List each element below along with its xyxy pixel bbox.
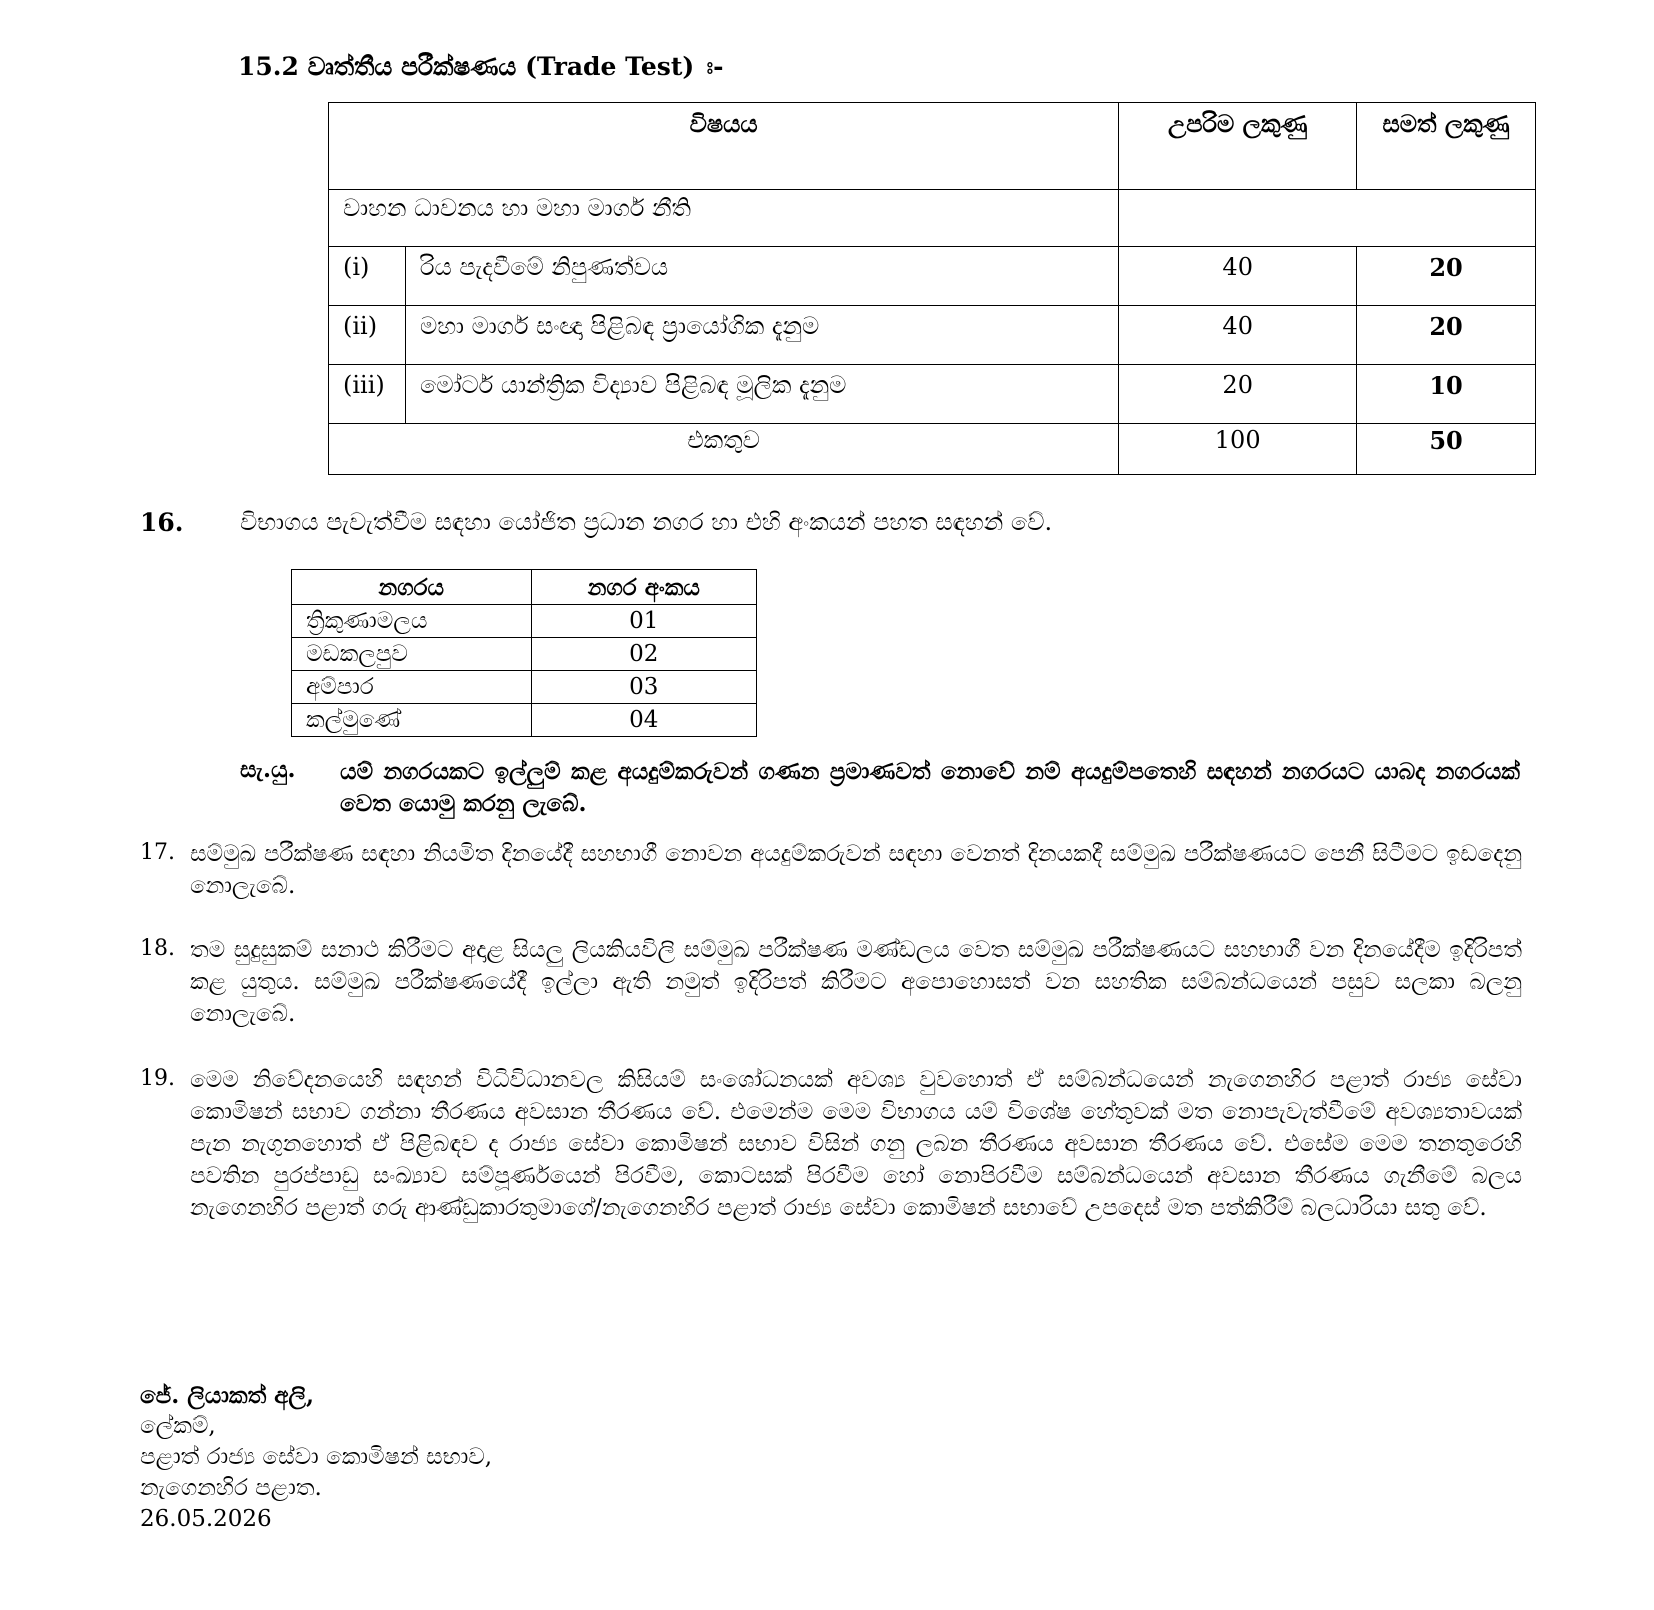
note-label: සැ.යු. [240,756,296,783]
signature-block [140,1380,492,1535]
note-text: යම් නගරයකට ඉල්ලුම් කළ අයදුම්කරුවන් ගණන ප්‍රමාණවත් නොවේ නම් අයදුම්පතෙහි සඳහන් නගරයට යාබද නගරයක් වෙත යොමු කරනු ලැබේ. [340,758,1520,817]
table-row [329,306,1536,365]
city-table-header [292,570,757,605]
section-16-number: 16. [140,508,184,537]
group-empty-cell [1119,190,1536,247]
signature-date: 26.05.2026 [140,1506,272,1532]
signatory-title: ලේකම්, [140,1413,216,1439]
paragraph-17-number: 17. [140,840,175,865]
row-subject: රිය පැදවීමේ නිපුණත්වය [405,247,1118,306]
table-row [329,247,1536,306]
trade-test-group-row [329,190,1536,247]
section-16-text: විභාගය පැවැත්වීම සඳහා යෝජිත ප්‍රධාන නගර හා එහි අංකයන් පහත සඳහන් වේ. [240,508,1053,536]
row-number: (i) [329,247,406,306]
total-label: එකතුව [329,424,1119,475]
header-pass-marks: සමත් ලකුණු [1357,103,1536,190]
paragraph-17-text: සම්මුඛ පරීක්ෂණ සඳහා නියමිත දිනයේදී සහභාගී නොවන අයදුම්කරුවන් සඳහා වෙනත් දිනයකදී සම්මුඛ පරීක්ෂණයට පෙනී සිටීමට ඉඩදෙනු නොලැබේ. [190,841,1522,899]
trade-test-table [328,102,1536,475]
city-code: 01 [531,605,756,638]
paragraph-19-text: මෙම නිවේදනයෙහි සඳහන් විධිවිධානවල කිසියම් සංශෝධනයක් අවශ්‍ය වුවහොත් ඒ සම්බන්ධයෙන් නැගෙනහිර පළාත් රාජ්‍ය සේවා කොමිෂන් සභාව ගන්නා තීරණය අවසාන තීරණය වේ. එමෙන්ම මෙම විභාගය යම් විශේෂ හේතුවක් මත නොපැවැත්වීමේ අවශ්‍යතාවයක් පැන නැගුනහොත් ඒ පිළිබඳව ද රාජ්‍ය සේවා කොමිෂන් සභාව විසින් ගනු ලබන තීරණය අවසාන තීරණය වේ. එසේම මෙම තනතුරෙහි පවතින පුරප්පාඩු සංඛ්‍යාව සම්පූර්ණයෙන් පිරවීම, කොටසක් පිරවීම හෝ නොපිරවීම සම්බන්ධයෙන් අවසාන තීරණය ගැනීමේ බලය නැගෙනහිර පළාත් ගරු ආණ්ඩුකාරතුමාගේ/නැගෙනහිර පළාත් රාජ්‍ය සේවා කොමිෂන් සභාවේ උපදෙස් මත පත්කිරීම් බලධාරියා සතු වේ. [190,1067,1522,1221]
row-subject: මහා මාර්ග සංඥා පිළිබඳ ප්‍රායෝගික දැනුම [405,306,1118,365]
header-max-marks: උපරිම ලකුණු [1119,103,1357,190]
table-row [329,365,1536,424]
total-pass-marks: 50 [1357,424,1536,475]
table-row [292,704,757,737]
row-number: (iii) [329,365,406,424]
table-row [292,638,757,671]
row-pass-marks: 20 [1357,306,1536,365]
paragraph-18-text: තම සුදුසුකම් සනාථ කිරීමට අදාළ සියලු ලියකියවිලි සම්මුඛ පරීක්ෂණ මණ්ඩලය වෙත සම්මුඛ පරීක්ෂණයට සහභාගී වන දිනයේදීම ඉදිරිපත් කළ යුතුය. සම්මුඛ පරීක්ෂණයේදී ඉල්ලා ඇති නමුත් ඉදිරිපත් කිරීමට අපොහොසත් වන සහතික සම්බන්ධයෙන් පසුව සලකා බලනු නොලැබේ. [190,937,1522,1027]
paragraph-18-number: 18. [140,936,175,961]
table-row [292,605,757,638]
section-15-2-heading: 15.2 වෘත්තීය පරීක්ෂණය (Trade Test) ඃ- [238,52,724,81]
row-pass-marks: 20 [1357,247,1536,306]
city-table [291,569,757,737]
row-max-marks: 40 [1119,247,1357,306]
table-row [292,671,757,704]
trade-test-header-row [329,103,1536,190]
city-code: 02 [531,638,756,671]
row-max-marks: 40 [1119,306,1357,365]
signatory-name: ජේ. ලියාකත් අලි, [140,1382,314,1409]
city-code: 04 [531,704,756,737]
row-pass-marks: 10 [1357,365,1536,424]
header-subject: විෂයය [329,103,1119,190]
group-label: වාහන ධාවනය හා මහා මාර්ග නීති [329,190,1119,247]
city-name: ත්‍රිකුණාමලය [292,605,532,638]
total-max-marks: 100 [1119,424,1357,475]
city-code: 03 [531,671,756,704]
header-city-code: නගර අංකය [531,570,756,605]
row-subject: මෝටර් යාන්ත්‍රික විද්‍යාව පිළිබඳ මූලික දැනුම [405,365,1118,424]
row-max-marks: 20 [1119,365,1357,424]
city-name: අම්පාර [292,671,532,704]
city-name: මඩකලපුව [292,638,532,671]
header-city: නගරය [292,570,532,605]
row-number: (ii) [329,306,406,365]
signatory-province: නැගෙනහිර පළාත. [140,1475,322,1501]
signatory-organization: පළාත් රාජ්‍ය සේවා කොමිෂන් සභාව, [140,1444,493,1470]
paragraph-19-number: 19. [140,1066,175,1091]
city-name: කල්මුණේ [292,704,532,737]
total-row [329,424,1536,475]
